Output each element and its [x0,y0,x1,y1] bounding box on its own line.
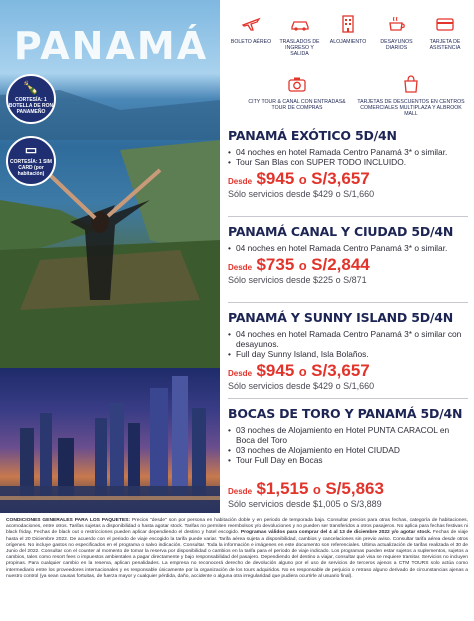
package-title: BOCAS DE TORO Y PANAMÁ 5D/4N [228,406,463,421]
price-pen: S/3,657 [311,361,370,380]
service-label: TARJETAS DE DESCUENTOS EN CENTROS COMERCIALES MULTIPLAZA Y ALBROOK MALL [357,99,465,117]
general-conditions [6,518,468,580]
conditions-heading: CONDICIONES GENERALES PARA LOS PAQUETES: [6,518,130,523]
service-label: ALOJAMIENTO [329,39,367,45]
card-icon [422,14,468,36]
list-item: • 03 noches de Alojamiento en Hotel PUNTA CARACOL en Boca del Toro [228,425,468,445]
package-bullets [228,329,468,359]
sim-card-icon: ▭ [24,142,38,157]
services-only-price: Sólo servicios desde $429 o S/1,660 [228,381,375,391]
price-from-label: Desde [228,487,253,496]
camera-icon [242,74,352,96]
package-bullets [228,147,468,167]
package-sunny-island [228,310,468,392]
rum-bottle-badge [6,74,56,124]
price-usd: $945 [256,169,295,188]
conditions-text: Precios "desde" son por persona en habitación doble y en periodo de temporada baja. Consultar precios para otras fechas, categoría de habitaciones, acomodaciones, entre otros. Tarifas sujetas a disponibilidad o hasta agotar stock. Tarifas no permiten reembolsos y/o devoluciones y no pueden ser transferidos a otros pasajeros. No aplica para fechas festivas ni black friday. Fechas de black out o restricciones pueden aplicar dependiendo el destino y hotel escogido. [6,518,468,536]
package-exotico [228,128,468,200]
service-label: TARJETA DE ASISTENCIA [429,39,461,51]
price-usd: $945 [256,361,295,380]
service-city-tour [242,74,352,117]
price-from-label: Desde [228,369,253,378]
service-assistance [422,14,468,57]
price-from-label: Desde [228,177,253,186]
service-label: BOLETO AÉREO [230,39,272,45]
services-row-2 [240,74,468,117]
package-bullets [228,243,468,253]
price-or: o [312,482,321,497]
services-row-1 [228,14,468,57]
price-from-label: Desde [228,263,253,272]
shopping-bag-icon [356,74,466,96]
list-item: • 04 noches en hotel Ramada Centro Panamá 3* o similar con desayunos. [228,329,468,349]
package-title: PANAMÁ CANAL Y CIUDAD 5D/4N [228,224,454,239]
price-pen: S/5,863 [325,479,384,498]
bottle-icon: 🍾 [22,80,40,95]
service-lodging [325,14,371,57]
list-item: • Tour San Blas con SUPER TODO INCLUIDO. [228,157,468,167]
divider [228,216,468,217]
price-usd: $735 [256,255,295,274]
price-or: o [298,258,307,273]
plane-icon [228,14,274,36]
package-bullets [228,425,468,465]
divider [228,302,468,303]
conditions-validity: Programas válidos para comprar del 4 al 13 de diciembre 2022 y/o agotar stock. [240,530,432,536]
package-title: PANAMÁ Y SUNNY ISLAND 5D/4N [228,310,454,325]
badge-text: CORTESÍA: 1 BOTELLA DE RON PANAMEÑO [8,97,54,115]
service-breakfast [374,14,420,57]
divider [228,398,468,399]
package-price [228,361,468,381]
price-pen: S/3,657 [311,169,370,188]
service-label: TRASLADOS DE INGRESO Y SALIDA [279,39,320,57]
destination-title: PANAMÁ [13,24,209,68]
package-title: PANAMÁ EXÓTICO 5D/4N [228,128,397,143]
services-only-price: Sólo servicios desde $225 o S/871 [228,275,367,285]
conditions-text: Fechas de viaje hasta el 20 Diciembre 2022. De acuerdo con el periodo de viaje escogido la tarifa puede variar. Tarifa aérea sujeta a disponibilidad, cambios y cancelaciones sin previo aviso. Consultar tarifa aérea desde otros orígenes. No incluye gastos no especificados en el programa o salvo indicación. Consultar. Toda la información e imágenes en este documento son referenciales. Ultima actualización de tarifas realizada el 30 de Junio del 2022. Consultar con el counter al momento de tomar la reserva por disponibilidad o cambios en la tarifa para el periodo de viaje indicado. Los programas pueden estar sujetos a suplementos, sujetos a cambios, tales como resort fees o impuestos ambientales a pagar directamente y bajo responsabilidad del pasajero. Dependiendo del destino a viajar, consultar qué visa se requiere tramitar. Servicios no incluyen propinas. Para cualquier cambio en la reserva, aplican penalidades. La empresa no reconocerá derecho de devolución alguno por el uso de servicios de terceros ajenos a CTM TOURS solo actúa como intermediario entre los proveedores internacionales y es responsable únicamente por la organización de los tours adquiridos. No es responsable de perjuicio o retraso alguno derivado de circunstancias ajenas a nuestro control (ya sean causas fortuitas, de fuerza mayor y cualquier pérdida, daño, accidente o alguna otra irregularidad que pudiera ocurrirle al usuario final). [6,530,468,579]
services-only-price: Sólo servicios desde $1,005 o S/3,889 [228,499,382,509]
coffee-icon [374,14,420,36]
city-skyline-photo [0,368,220,513]
list-item: • 04 noches en hotel Ramada Centro Panamá 3* o similar. [228,147,468,157]
service-discount-cards [356,74,466,117]
package-price [228,479,468,499]
list-item: • 04 noches en hotel Ramada Centro Panamá 3* o similar. [228,243,468,253]
price-or: o [298,364,307,379]
list-item: • 03 noches de Alojamiento en Hotel CIUDAD [228,445,468,455]
sim-card-badge [6,136,56,186]
hotel-icon [325,14,371,36]
car-icon [277,14,323,36]
services-only-price: Sólo servicios desde $429 o S/1,660 [228,189,375,199]
photo-column [0,0,220,513]
package-canal-ciudad [228,224,468,286]
badge-text: CORTESÍA: 1 SIM CARD (por habitación) [10,159,52,177]
price-usd: $1,515 [256,479,309,498]
price-or: o [298,172,307,187]
price-pen: S/2,844 [311,255,370,274]
service-transfers [277,14,323,57]
package-bocas-toro [228,406,468,510]
list-item: • Tour Full Day en Bocas [228,455,468,465]
package-price [228,169,468,189]
list-item: • Full day Sunny Island, Isla Bolaños. [228,349,468,359]
service-label: DESAYUNOS DIARIOS [380,39,413,51]
service-flight [228,14,274,57]
package-price [228,255,468,275]
service-label: CITY TOUR & CANAL CON ENTRADAS& TOUR DE COMPRAS [248,99,346,111]
